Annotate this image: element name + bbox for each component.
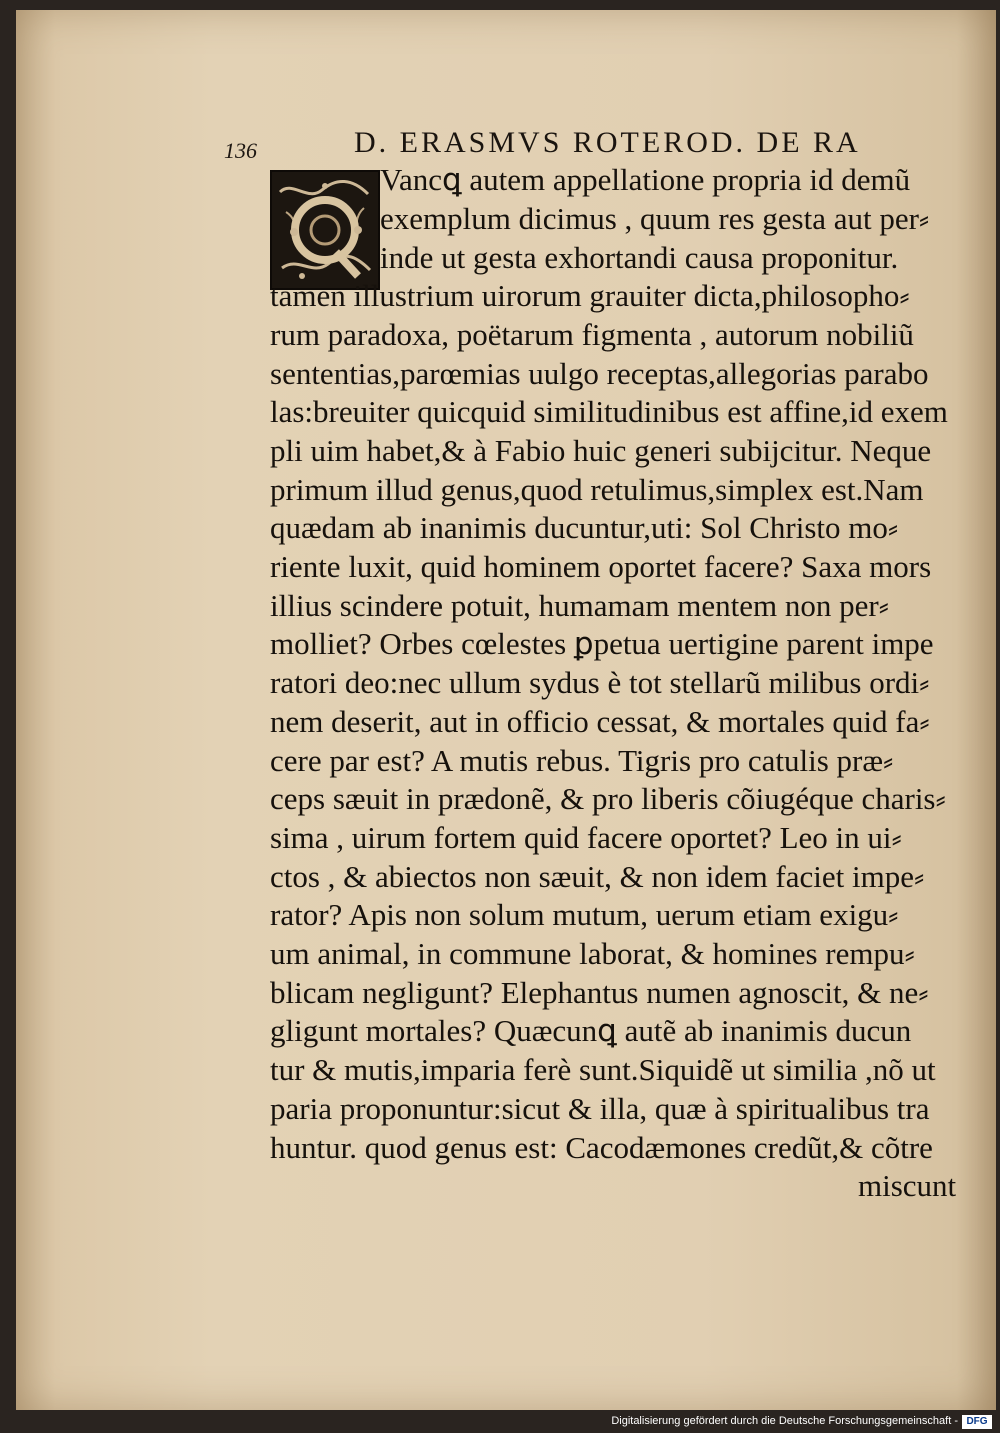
text-line: blicam negligunt? Elephantus numen agnoscit, & ne⸗: [270, 974, 929, 1010]
text-line: las:breuiter quicquid similitudinibus est affine,id exem: [270, 394, 948, 430]
text-line: gligunt mortales? Quæcunꝗ autẽ ab inanimis ducun: [270, 1013, 912, 1049]
text-line: rator? Apis non solum mutum, uerum etiam exigu⸗: [270, 897, 899, 933]
text-line: illius scindere potuit, humamam mentem non per⸗: [270, 587, 890, 623]
dfg-logo-icon: DFG: [962, 1415, 992, 1429]
text-line: miscunt: [858, 1168, 957, 1204]
text-line: sima , uirum fortem quid facere oportet? Leo in ui⸗: [270, 819, 902, 855]
text-line: inde ut gesta exhortandi causa proponitur.: [380, 240, 899, 275]
text-line: ceps sæuit in prædonẽ, & pro liberis cõiugéque charis⸗: [270, 781, 946, 817]
text-line: tur & mutis,imparia ferè sunt.Siquidẽ ut similia ,nõ ut: [270, 1052, 936, 1088]
text-line: riente luxit, quid hominem oportet facere? Saxa mors: [270, 549, 932, 584]
text-line: quædam ab inanimis ducuntur,uti: Sol Christo mo⸗: [270, 510, 899, 546]
text-line: pli uim habet,& à Fabio huic generi subijcitur. Neque: [270, 432, 932, 468]
running-head: D. ERASMVS ROTEROD. DE RA: [354, 126, 861, 159]
text-line: cere par est? A mutis rebus. Tigris pro catulis præ⸗: [270, 742, 894, 778]
footer-bar: [0, 1411, 1000, 1433]
funding-credit: Digitalisierung gefördert durch die Deutsche Forschungsgemeinschaft -: [611, 1415, 958, 1427]
text-line: um animal, in commune laborat, & homines rempu⸗: [270, 936, 915, 971]
text-line: ratori deo:nec ullum sydus è tot stellarũ milibus ordi⸗: [270, 665, 930, 701]
text-line: sententias,parœmias uulgo receptas,allegorias parabo: [270, 355, 929, 391]
page-number: 136: [224, 138, 257, 163]
book-page: [16, 10, 996, 1410]
text-line: Vancꝗ autem appellatione propria id demũ: [380, 162, 911, 197]
text-line: ctos , & abiectos non sæuit, & non idem faciet impe⸗: [270, 858, 925, 894]
text-line: primum illud genus,quod retulimus,simplex est.Nam: [270, 471, 924, 507]
text-line: rum paradoxa, poëtarum figmenta , autorum nobiliũ: [270, 316, 914, 352]
body-text: [16, 10, 996, 1410]
text-line: exemplum dicimus , quum res gesta aut per⸗: [380, 201, 930, 236]
text-line: huntur. quod genus est: Cacodæmones credũt,& cõtre: [270, 1129, 933, 1165]
text-line: tamen illustrium uirorum grauiter dicta,philosopho⸗: [270, 278, 910, 314]
text-line: paria proponuntur:sicut & illa, quæ à spiritualibus tra: [270, 1090, 930, 1126]
text-line: molliet? Orbes cœlestes ꝑpetua uertigine parent impe: [270, 626, 934, 662]
text-line: nem deserit, aut in officio cessat, & mortales quid fa⸗: [270, 703, 930, 739]
